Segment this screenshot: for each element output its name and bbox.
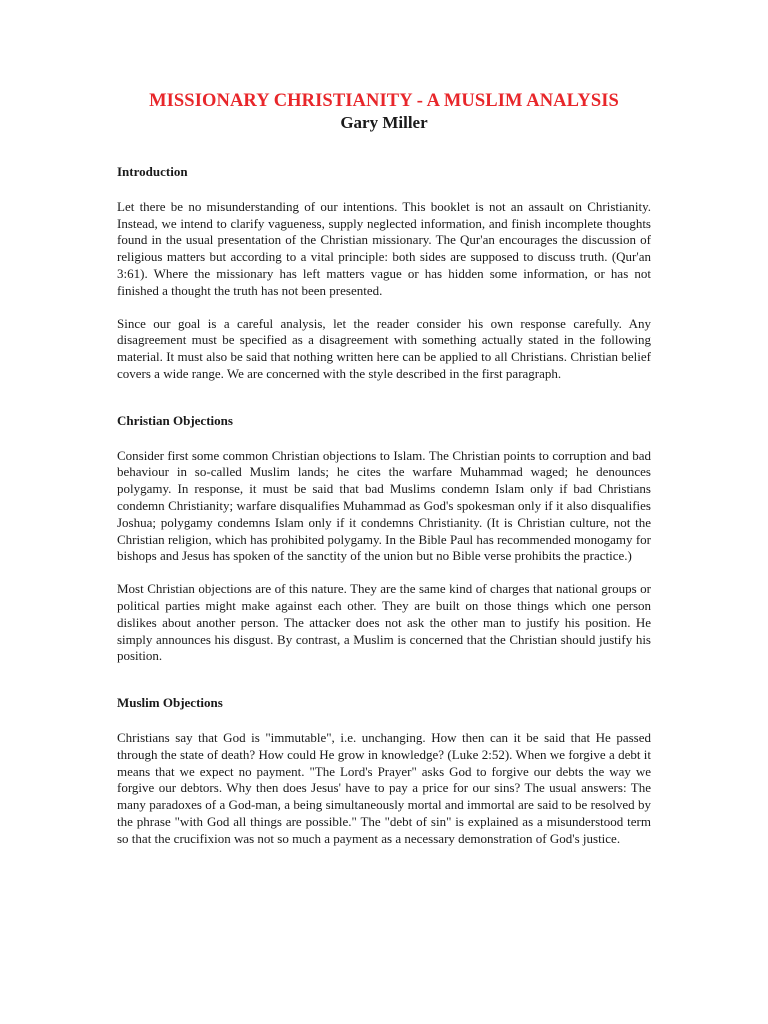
paragraph: Since our goal is a careful analysis, let the reader consider his own response carefully. Any disagreement must be specified as a disagreement with something actually stated in the following material. It must also be said that nothing written here can be applied to all Christians. Christian belief covers a wide range. We are concerned with the style described in the first paragraph. bbox=[117, 315, 651, 381]
document-page bbox=[117, 90, 651, 864]
section-heading: Introduction bbox=[117, 164, 188, 179]
document-author: Gary Miller bbox=[340, 113, 428, 132]
paragraph: Christians say that God is "immutable", i.e. unchanging. How then can it be said that He passed through the state of death? How could He grow in knowledge? (Luke 2:52). When we forgive a debt it means that we expect no payment. "The Lord's Prayer" asks God to forgive our debts the way we forgive our debtors. Why then does Jesus' have to pay a price for our sins? The usual answers: The many paradoxes of a God-man, a being simultaneously mortal and immortal are said to be resolved by the phrase "with God all things are possible." The "debt of sin" is explained as a misunderstood term so that the crucifixion was not so much a payment as a necessary demonstration of God's justice. bbox=[117, 729, 651, 846]
section-muslim-objections bbox=[117, 695, 651, 847]
paragraph: Most Christian objections are of this nature. They are the same kind of charges that national groups or political parties might make against each other. They are built on those things which one person dislikes about another person. The attacker does not ask the other man to justify his position. He simply announces his disgust. By contrast, a Muslim is concerned that the Christian should justify his position. bbox=[117, 581, 651, 664]
section-christian-objections bbox=[117, 413, 651, 665]
section-heading: Christian Objections bbox=[117, 412, 233, 428]
paragraph: Consider first some common Christian objections to Islam. The Christian points to corruption and bad behaviour in so-called Muslim lands; he cites the warfare Muhammad waged; he denounces polygamy. In response, it must be said that bad Muslims condemn Islam only if bad Christians condemn Christianity; warfare disqualifies Muhammad as God's spokesman only if it also disqualifies Joshua; polygamy condemns Islam only if it condemns Christianity. (It is Christian culture, not the Christian religion, which has prohibited polygamy. In the Bible Paul has recommended monogamy for bishops and Jesus has spoken of the sanctity of the union but no Bible verse prohibits the practice.) bbox=[117, 447, 651, 564]
document-title: MISSIONARY CHRISTIANITY - A MUSLIM ANALYSIS bbox=[149, 91, 619, 111]
section-introduction bbox=[117, 164, 651, 383]
paragraph: Let there be no misunderstanding of our intentions. This booklet is not an assault on Christianity. Instead, we intend to clarify vagueness, supply neglected information, and finish incomplete thoughts found in the usual presentation of the Christian missionary. The Qur'an encourages the discussion of religious matters but according to a vital principle: both sides are supposed to discuss truth. (Qur'an 3:61). Where the missionary has left matters vague or has hidden some information, or has not finished a thought the truth has not been presented. bbox=[117, 198, 651, 298]
section-heading: Muslim Objections bbox=[117, 695, 223, 711]
